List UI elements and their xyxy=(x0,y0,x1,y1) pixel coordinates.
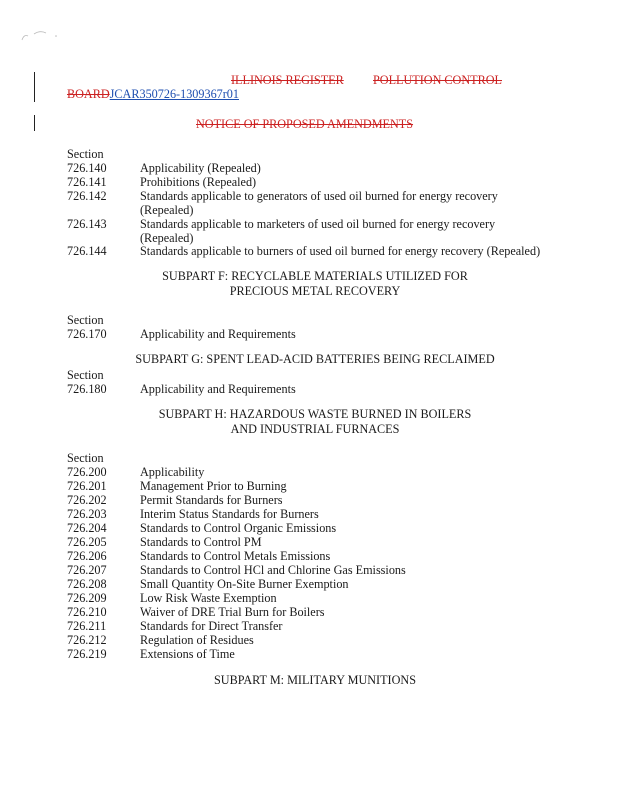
subpart-m-heading: SUBPART M: MILITARY MUNITIONS xyxy=(213,673,416,687)
section-title: Regulation of Residues xyxy=(140,633,254,647)
section-number: 726.212 xyxy=(67,633,107,647)
section-number: 726.209 xyxy=(67,591,107,605)
section-number: 726.140 xyxy=(67,161,107,175)
section-number: 726.203 xyxy=(67,507,107,521)
revision-bar-1 xyxy=(34,72,35,102)
section-label: Section xyxy=(67,368,104,382)
scan-smudge xyxy=(18,30,62,42)
section-title: Standards applicable to marketers of used oil burned for energy recovery (Repealed) xyxy=(140,217,496,245)
subpart-h-line1: SUBPART H: HAZARDOUS WASTE BURNED IN BOILERS xyxy=(158,407,472,421)
section-number: 726.180 xyxy=(67,382,107,396)
section-number: 726.202 xyxy=(67,493,107,507)
section-title: Waiver of DRE Trial Burn for Boilers xyxy=(140,605,325,619)
section-title: Applicability xyxy=(140,465,205,479)
section-number: 726.211 xyxy=(67,619,107,633)
board-deleted: BOARD xyxy=(67,87,110,101)
section-title: Applicability (Repealed) xyxy=(140,161,261,175)
section-title: Standards applicable to burners of used oil burned for energy recovery (Repealed) xyxy=(140,244,541,258)
section-number: 726.206 xyxy=(67,549,107,563)
section-number: 726.210 xyxy=(67,605,107,619)
section-number: 726.143 xyxy=(67,217,107,231)
section-title: Management Prior to Burning xyxy=(140,479,287,493)
section-title: Standards for Direct Transfer xyxy=(140,619,283,633)
section-number: 726.142 xyxy=(67,189,107,203)
section-number: 726.219 xyxy=(67,647,107,661)
section-title: Applicability and Requirements xyxy=(140,382,296,396)
section-title: Permit Standards for Burners xyxy=(140,493,283,507)
section-label: Section xyxy=(67,313,104,327)
section-title: Low Risk Waste Exemption xyxy=(140,591,277,605)
section-title: Applicability and Requirements xyxy=(140,327,296,341)
jcar-id: JCAR350726-1309367r01 xyxy=(109,87,239,101)
section-title: Standards to Control Organic Emissions xyxy=(140,521,337,535)
section-title: Prohibitions (Repealed) xyxy=(140,175,257,189)
section-title: Standards to Control PM xyxy=(140,535,262,549)
section-label: Section xyxy=(67,451,104,465)
section-number: 726.170 xyxy=(67,327,107,341)
section-title: Interim Status Standards for Burners xyxy=(140,507,319,521)
section-title: Standards applicable to generators of used oil burned for energy recovery (Repealed) xyxy=(140,189,498,217)
section-title: Standards to Control HCl and Chlorine Gas Emissions xyxy=(140,563,406,577)
subpart-f-heading xyxy=(80,269,550,299)
section-title: Small Quantity On-Site Burner Exemption xyxy=(140,577,349,591)
section-number: 726.201 xyxy=(67,479,107,493)
subpart-f-line2: PRECIOUS METAL RECOVERY xyxy=(229,284,401,298)
subpart-h-heading xyxy=(80,407,550,437)
section-number: 726.207 xyxy=(67,563,107,577)
subpart-g-heading: SUBPART G: SPENT LEAD-ACID BATTERIES BEING RECLAIMED xyxy=(135,352,495,366)
subpart-h-line2: AND INDUSTRIAL FURNACES xyxy=(230,422,400,436)
section-title: Standards to Control Metals Emissions xyxy=(140,549,331,563)
section-number: 726.205 xyxy=(67,535,107,549)
section-number: 726.144 xyxy=(67,244,107,258)
section-number: 726.141 xyxy=(67,175,107,189)
revision-bar-2 xyxy=(34,115,35,131)
section-number: 726.204 xyxy=(67,521,107,535)
agency-name: POLLUTION CONTROL xyxy=(373,73,502,87)
section-label: Section xyxy=(67,147,104,161)
subpart-f-line1: SUBPART F: RECYCLABLE MATERIALS UTILIZED FOR xyxy=(162,269,468,283)
section-title: Extensions of Time xyxy=(140,647,235,661)
section-number: 726.208 xyxy=(67,577,107,591)
section-number: 726.200 xyxy=(67,465,107,479)
board-jcar-line xyxy=(67,87,239,102)
register-title: ILLINOIS REGISTER xyxy=(231,73,344,87)
notice-title: NOTICE OF PROPOSED AMENDMENTS xyxy=(196,117,414,131)
